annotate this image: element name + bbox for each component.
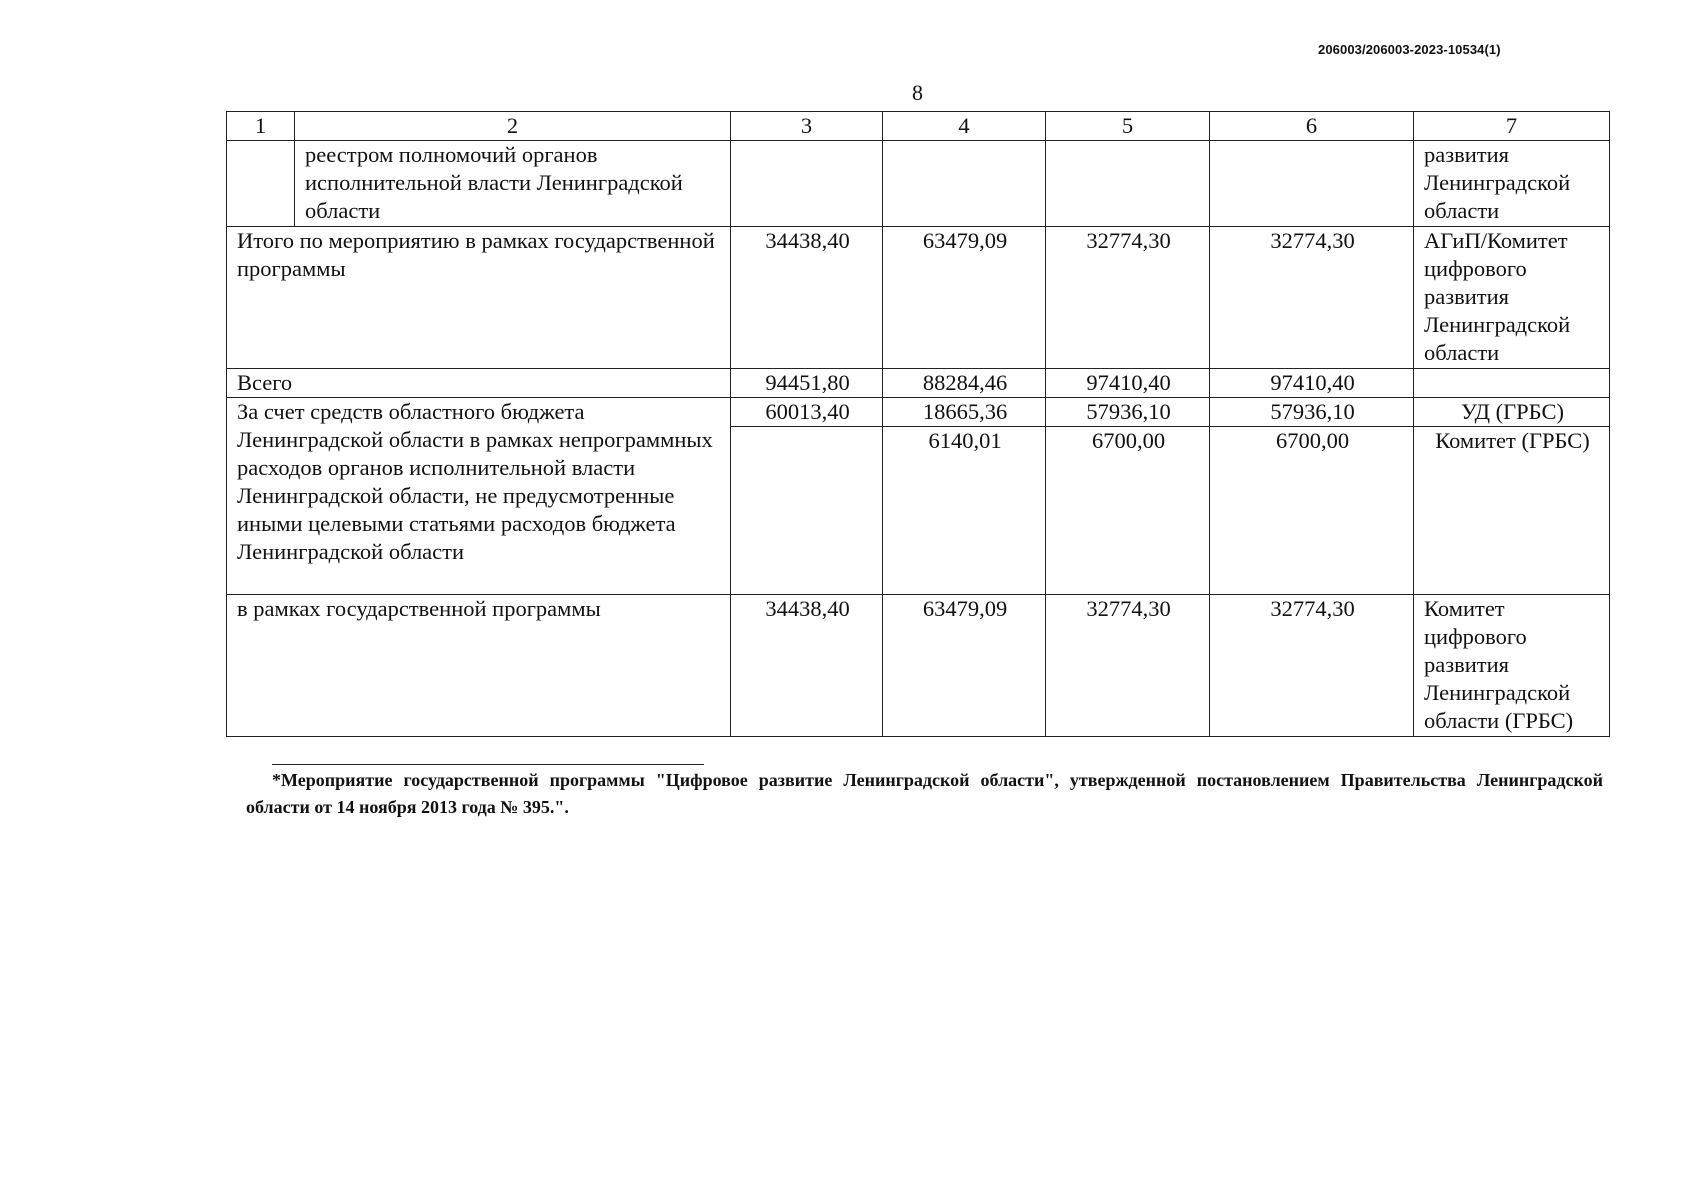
value-cell: 6140,01 (883, 427, 1046, 595)
value-cell: 18665,36 (883, 398, 1046, 427)
header-cell: 4 (883, 112, 1046, 141)
header-cell: 1 (227, 112, 295, 141)
value-cell: 97410,40 (1210, 369, 1414, 398)
value-cell: 32774,30 (1046, 595, 1210, 737)
header-cell: 6 (1210, 112, 1414, 141)
row-label-cell: Итого по мероприятию в рамках государственной программы (227, 227, 731, 369)
value-cell: 57936,10 (1210, 398, 1414, 427)
value-cell: 63479,09 (883, 227, 1046, 369)
value-cell: 63479,09 (883, 595, 1046, 737)
value-cell (1210, 141, 1414, 227)
header-cell: 3 (731, 112, 883, 141)
row-label-cell: Всего (227, 369, 731, 398)
value-cell: 32774,30 (1210, 595, 1414, 737)
value-cell (883, 141, 1046, 227)
value-cell: 97410,40 (1046, 369, 1210, 398)
value-cell (731, 427, 883, 595)
footnote (246, 767, 1603, 821)
header-cell: 7 (1414, 112, 1610, 141)
value-cell: 88284,46 (883, 369, 1046, 398)
responsible-cell: развития Ленинградской области (1414, 141, 1610, 227)
budget-table (226, 111, 1610, 737)
table-row-vsego (227, 369, 1610, 398)
value-cell: 94451,80 (731, 369, 883, 398)
footnote-separator (272, 764, 704, 765)
responsible-cell (1414, 369, 1610, 398)
value-cell: 6700,00 (1210, 427, 1414, 595)
table-header-row (227, 112, 1610, 141)
page-number: 8 (912, 80, 923, 105)
value-cell (1046, 141, 1210, 227)
responsible-cell: УД (ГРБС) (1414, 398, 1610, 427)
table-row-continuation (227, 141, 1610, 227)
table-row-itogo (227, 227, 1610, 369)
responsible-cell: Комитет цифрового развития Ленинградской области (ГРБС) (1414, 595, 1610, 737)
row-index-cell (227, 141, 295, 227)
value-cell: 32774,30 (1046, 227, 1210, 369)
footnote-text: *Мероприятие государственной программы "Цифровое развитие Ленинградской области", утвержденной постановлением Правительства Ленинградской области от 14 ноября 2013 года № 395.". (246, 770, 1603, 817)
responsible-cell: АГиП/Комитет цифрового развития Ленинградской области (1414, 227, 1610, 369)
value-cell: 60013,40 (731, 398, 883, 427)
table-row-program (227, 595, 1610, 737)
row-label-cell: За счет средств областного бюджета Ленинградской области в рамках непрограммных расходов органов исполнительной власти Ленинградской области, не предусмотренные иными целевыми статьями расходов бюджета Ленинградской области (227, 398, 731, 595)
responsible-cell: Комитет (ГРБС) (1414, 427, 1610, 595)
value-cell: 57936,10 (1046, 398, 1210, 427)
value-cell: 34438,40 (731, 227, 883, 369)
document-registration-number: 206003/206003-2023-10534(1) (1318, 42, 1501, 57)
row-label-cell: в рамках государственной программы (227, 595, 731, 737)
value-cell (731, 141, 883, 227)
value-cell: 6700,00 (1046, 427, 1210, 595)
header-cell: 5 (1046, 112, 1210, 141)
activity-description-cell: реестром полномочий органов исполнительной власти Ленинградской области (295, 141, 731, 227)
value-cell: 32774,30 (1210, 227, 1414, 369)
table-row-budget-ud (227, 398, 1610, 427)
header-cell: 2 (295, 112, 731, 141)
value-cell: 34438,40 (731, 595, 883, 737)
